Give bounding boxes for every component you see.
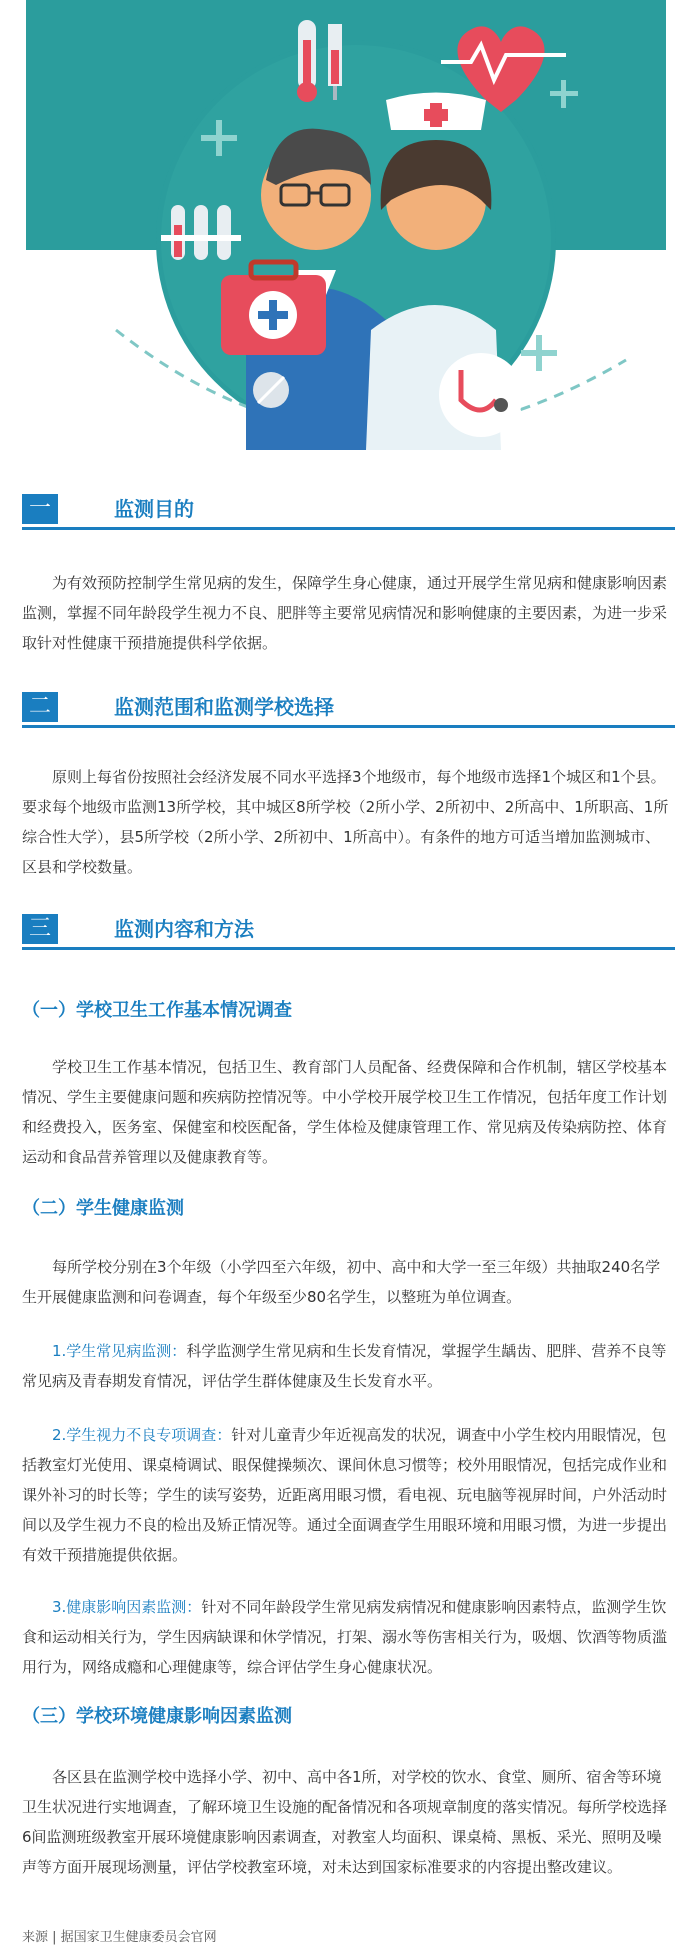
subsection-three-paragraph: 各区县在监测学校中选择小学、初中、高中各1所，对学校的饮水、食堂、厕所、宿舍等环境卫生状况进行实地调查，了解环境卫生设施的配备情况和各项规章制度的落实情况。每所学校选择6间监测班级教室开展环境健康影响因素调查，对教室人均面积、课桌椅、黑板、采光、照明及噪声等方面开展现场测量，评估学校教室环境，对未达到国家标准要求的内容提出整改建议。 [22,1768,668,1876]
section-title: 监测目的 [114,497,194,521]
item-vision [22,1420,675,1570]
section-divider [22,527,675,530]
thermometer-icon [297,20,317,102]
pill-icon [253,372,289,408]
subsection-one-title: （一）学校卫生工作基本情况调查 [22,1000,292,1021]
section-number: 二 [22,692,58,722]
section-two-paragraph: 原则上每省份按照社会经济发展不同水平选择3个地级市，每个地级市选择1个城区和1个县。要求每个地级市监测13所学校，其中城区8所学校（2所小学、2所初中、2所高中、1所职高、1所综合性大学），县5所学校（2所小学、2所初中、1所高中）。有条件的地方可适当增加监测城市、区县和学校数量。 [22,768,669,876]
subsection-two-paragraph: 每所学校分别在3个年级（小学四至六年级，初中、高中和大学一至三年级）共抽取240名学生开展健康监测和问卷调查，每个年级至少80名学生，以整班为单位调查。 [22,1258,661,1306]
stethoscope-icon [439,353,523,437]
item-lead: 1.学生常见病监测： [52,1342,187,1360]
section-one-paragraph: 为有效预防控制学生常见病的发生，保障学生身心健康，通过开展学生常见病和健康影响因素监测，掌握不同年龄段学生视力不良、肥胖等主要常见病情况和影响健康的主要因素，为进一步采取针对性健康干预措施提供科学依据。 [22,574,668,652]
item-common-disease [22,1336,675,1396]
section-title: 监测内容和方法 [114,917,254,941]
item-text: 针对不同年龄段学生常见病发病情况和健康影响因素特点，监测学生饮食和运动相关行为，学生因病缺课和休学情况，打架、溺水等伤害相关行为，吸烟、饮酒等物质滥用行为，网络成瘾和心理健康等，综合评估学生身心健康状况。 [22,1598,668,1676]
test-tubes-icon [161,205,241,260]
section-divider [22,947,675,950]
item-lead: 3.健康影响因素监测： [52,1598,202,1616]
source-caption: 来源 | 据国家卫生健康委员会官网 [22,1930,217,1945]
item-health-factors [22,1592,675,1682]
item-text: 科学监测学生常见病和生长发育情况，掌握学生龋齿、肥胖、营养不良等常见病及青春期发育情况，评估学生群体健康及生长发育水平。 [22,1342,667,1390]
section-title: 监测范围和监测学校选择 [114,695,334,719]
subsection-three-title: （三）学校环境健康影响因素监测 [22,1706,292,1727]
hero-illustration [26,0,666,450]
subsection-two-title: （二）学生健康监测 [22,1198,184,1219]
first-aid-kit-icon [221,262,326,355]
section-three-heading [22,910,675,950]
subsection-one-paragraph: 学校卫生工作基本情况，包括卫生、教育部门人员配备、经费保障和合作机制，辖区学校基本情况、学生主要健康问题和疾病防控情况等。中小学校开展学校卫生工作情况，包括年度工作计划和经费投入，医务室、保健室和校医配备，学生体检及健康管理工作、常见病及传染病防控、体育运动和食品营养管理以及健康教育等。 [22,1058,668,1166]
section-number: 一 [22,494,58,524]
section-two-heading [22,688,675,728]
section-one-heading [22,490,675,530]
section-divider [22,725,675,728]
item-text: 针对儿童青少年近视高发的状况，调查中小学生校内用眼情况，包括教室灯光使用、课桌椅调试、眼保健操频次、课间休息习惯等；校外用眼情况，包括完成作业和课外补习的时长等；学生的读写姿势，近距离用眼习惯，看电视、玩电脑等视屏时间，户外活动时间以及学生视力不良的检出及矫正情况等。通过全面调查学生用眼环境和用眼习惯，为进一步提出有效干预措施提供依据。 [22,1426,668,1564]
item-lead: 2.学生视力不良专项调查： [52,1426,232,1444]
section-number: 三 [22,914,58,944]
medical-illustration [26,0,666,450]
